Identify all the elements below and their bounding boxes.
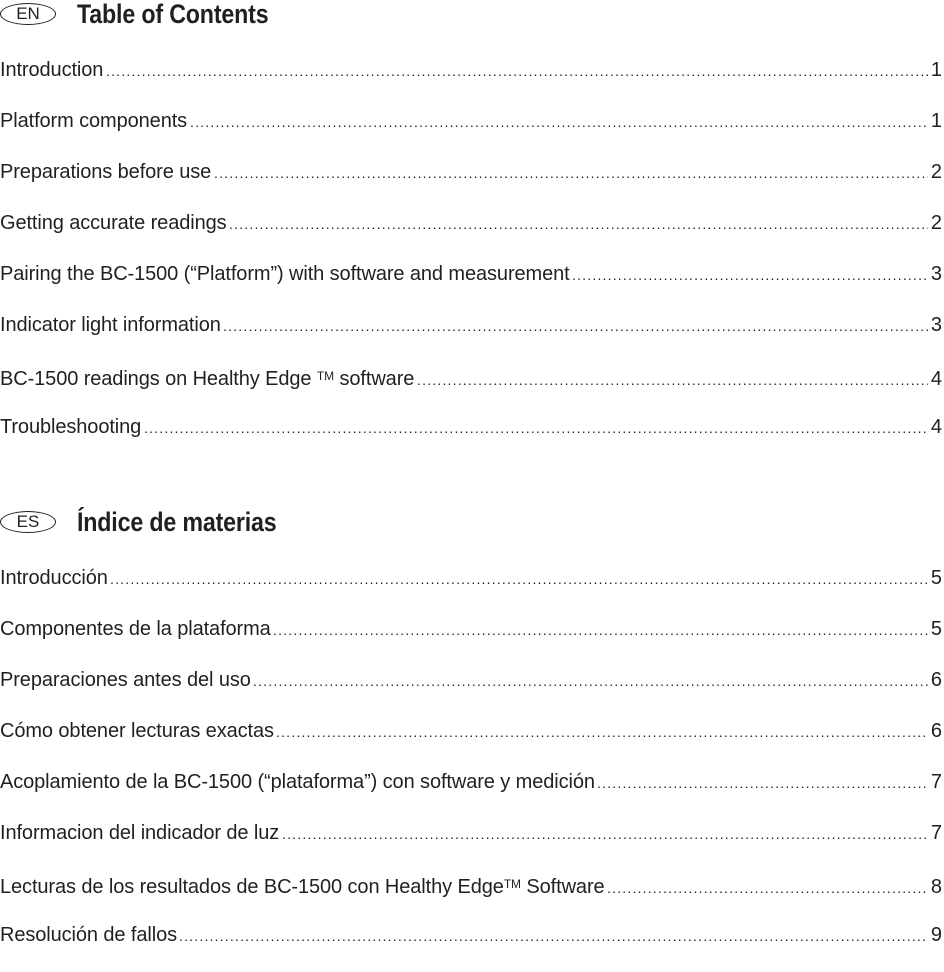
toc-entry-lecturas-exactas[interactable] (0, 717, 944, 768)
toc-entry-page: 5 (930, 567, 942, 589)
toc-entry-page: 6 (930, 669, 942, 691)
toc-entry-page: 7 (930, 771, 942, 793)
toc-entry-label: Introduction (0, 59, 104, 81)
trademark-mark: TM (503, 877, 521, 891)
toc-entry-indicador-luz[interactable] (0, 819, 944, 870)
toc-entry-label-text: software (334, 368, 415, 390)
toc-entry-label (0, 876, 605, 898)
section-title: Índice de materias (77, 507, 277, 537)
dot-leader (415, 366, 928, 394)
toc-entry-page: 4 (930, 368, 942, 390)
toc-entry-label-text: BC-1500 readings on Healthy Edge (0, 368, 317, 390)
toc-entry-label: Platform components (0, 110, 188, 132)
dot-leader (104, 57, 928, 85)
toc-entry-introduccion[interactable] (0, 564, 944, 615)
toc-entry-platform-components[interactable] (0, 107, 944, 158)
toc-entry-label: Acoplamiento de la BC-1500 (“plataforma”) con software y medición (0, 771, 595, 793)
section-heading (0, 0, 944, 30)
toc-entry-page: 5 (930, 618, 942, 640)
toc-entry-label: Resolución de fallos (0, 924, 177, 946)
toc-entry-page: 6 (930, 720, 942, 742)
section-heading (0, 508, 944, 538)
dot-leader (280, 820, 928, 848)
toc-entry-indicator-light[interactable] (0, 311, 944, 362)
toc-entry-page: 2 (930, 212, 942, 234)
dot-leader (108, 565, 928, 593)
dot-leader (188, 108, 928, 136)
toc-entry-componentes[interactable] (0, 615, 944, 666)
toc-entry-lecturas-resultados[interactable] (0, 870, 944, 921)
dot-leader (221, 312, 928, 340)
toc-entry-acoplamiento[interactable] (0, 768, 944, 819)
toc-entry-preparaciones[interactable] (0, 666, 944, 717)
toc-entry-label: Introducción (0, 567, 108, 589)
toc-entry-page: 3 (930, 314, 942, 336)
dot-leader (570, 261, 928, 289)
toc-list (0, 564, 944, 972)
toc-entry-label (0, 368, 414, 390)
toc-section-es (0, 507, 944, 946)
toc-entry-page: 8 (930, 876, 942, 898)
toc-entry-page: 1 (930, 110, 942, 132)
dot-leader (251, 667, 928, 695)
toc-entry-page: 1 (930, 59, 942, 81)
dot-leader (142, 414, 928, 442)
dot-leader (271, 616, 928, 644)
toc-entry-page: 2 (930, 161, 942, 183)
toc-entry-label: Preparations before use (0, 161, 212, 183)
toc-entry-preparations[interactable] (0, 158, 944, 209)
section-title: Table of Contents (77, 0, 269, 29)
toc-entry-resolucion-fallos[interactable] (0, 921, 944, 972)
toc-entry-label-text: Software (520, 876, 605, 898)
dot-leader (212, 159, 928, 187)
toc-entry-label: Troubleshooting (0, 416, 142, 438)
toc-entry-accurate-readings[interactable] (0, 209, 944, 260)
toc-entry-label: Pairing the BC-1500 (“Platform”) with software and measurement (0, 263, 570, 285)
dot-leader (605, 874, 928, 902)
dot-leader (227, 210, 928, 238)
toc-entry-page: 3 (930, 263, 942, 285)
toc-entry-label: Informacion del indicador de luz (0, 822, 280, 844)
trademark-mark: TM (316, 369, 335, 383)
toc-entry-pairing[interactable] (0, 260, 944, 311)
toc-entry-troubleshooting[interactable] (0, 413, 944, 464)
toc-entry-label: Componentes de la plataforma (0, 618, 271, 640)
dot-leader (595, 769, 928, 797)
toc-entry-readings-software[interactable] (0, 362, 944, 413)
toc-entry-label: Indicator light information (0, 314, 221, 336)
toc-list (0, 56, 944, 464)
language-badge-en: EN (0, 3, 56, 25)
toc-entry-label: Cómo obtener lecturas exactas (0, 720, 274, 742)
toc-entry-label-text: Lecturas de los resultados de BC-1500 con Healthy Edge (0, 876, 504, 898)
toc-entry-label: Getting accurate readings (0, 212, 227, 234)
language-badge-es: ES (0, 511, 56, 533)
toc-entry-page: 4 (930, 416, 942, 438)
dot-leader (274, 718, 928, 746)
toc-entry-label: Preparaciones antes del uso (0, 669, 251, 691)
toc-section-en (0, 0, 944, 438)
toc-entry-page: 9 (930, 924, 942, 946)
toc-entry-introduction[interactable] (0, 56, 944, 107)
toc-entry-page: 7 (930, 822, 942, 844)
